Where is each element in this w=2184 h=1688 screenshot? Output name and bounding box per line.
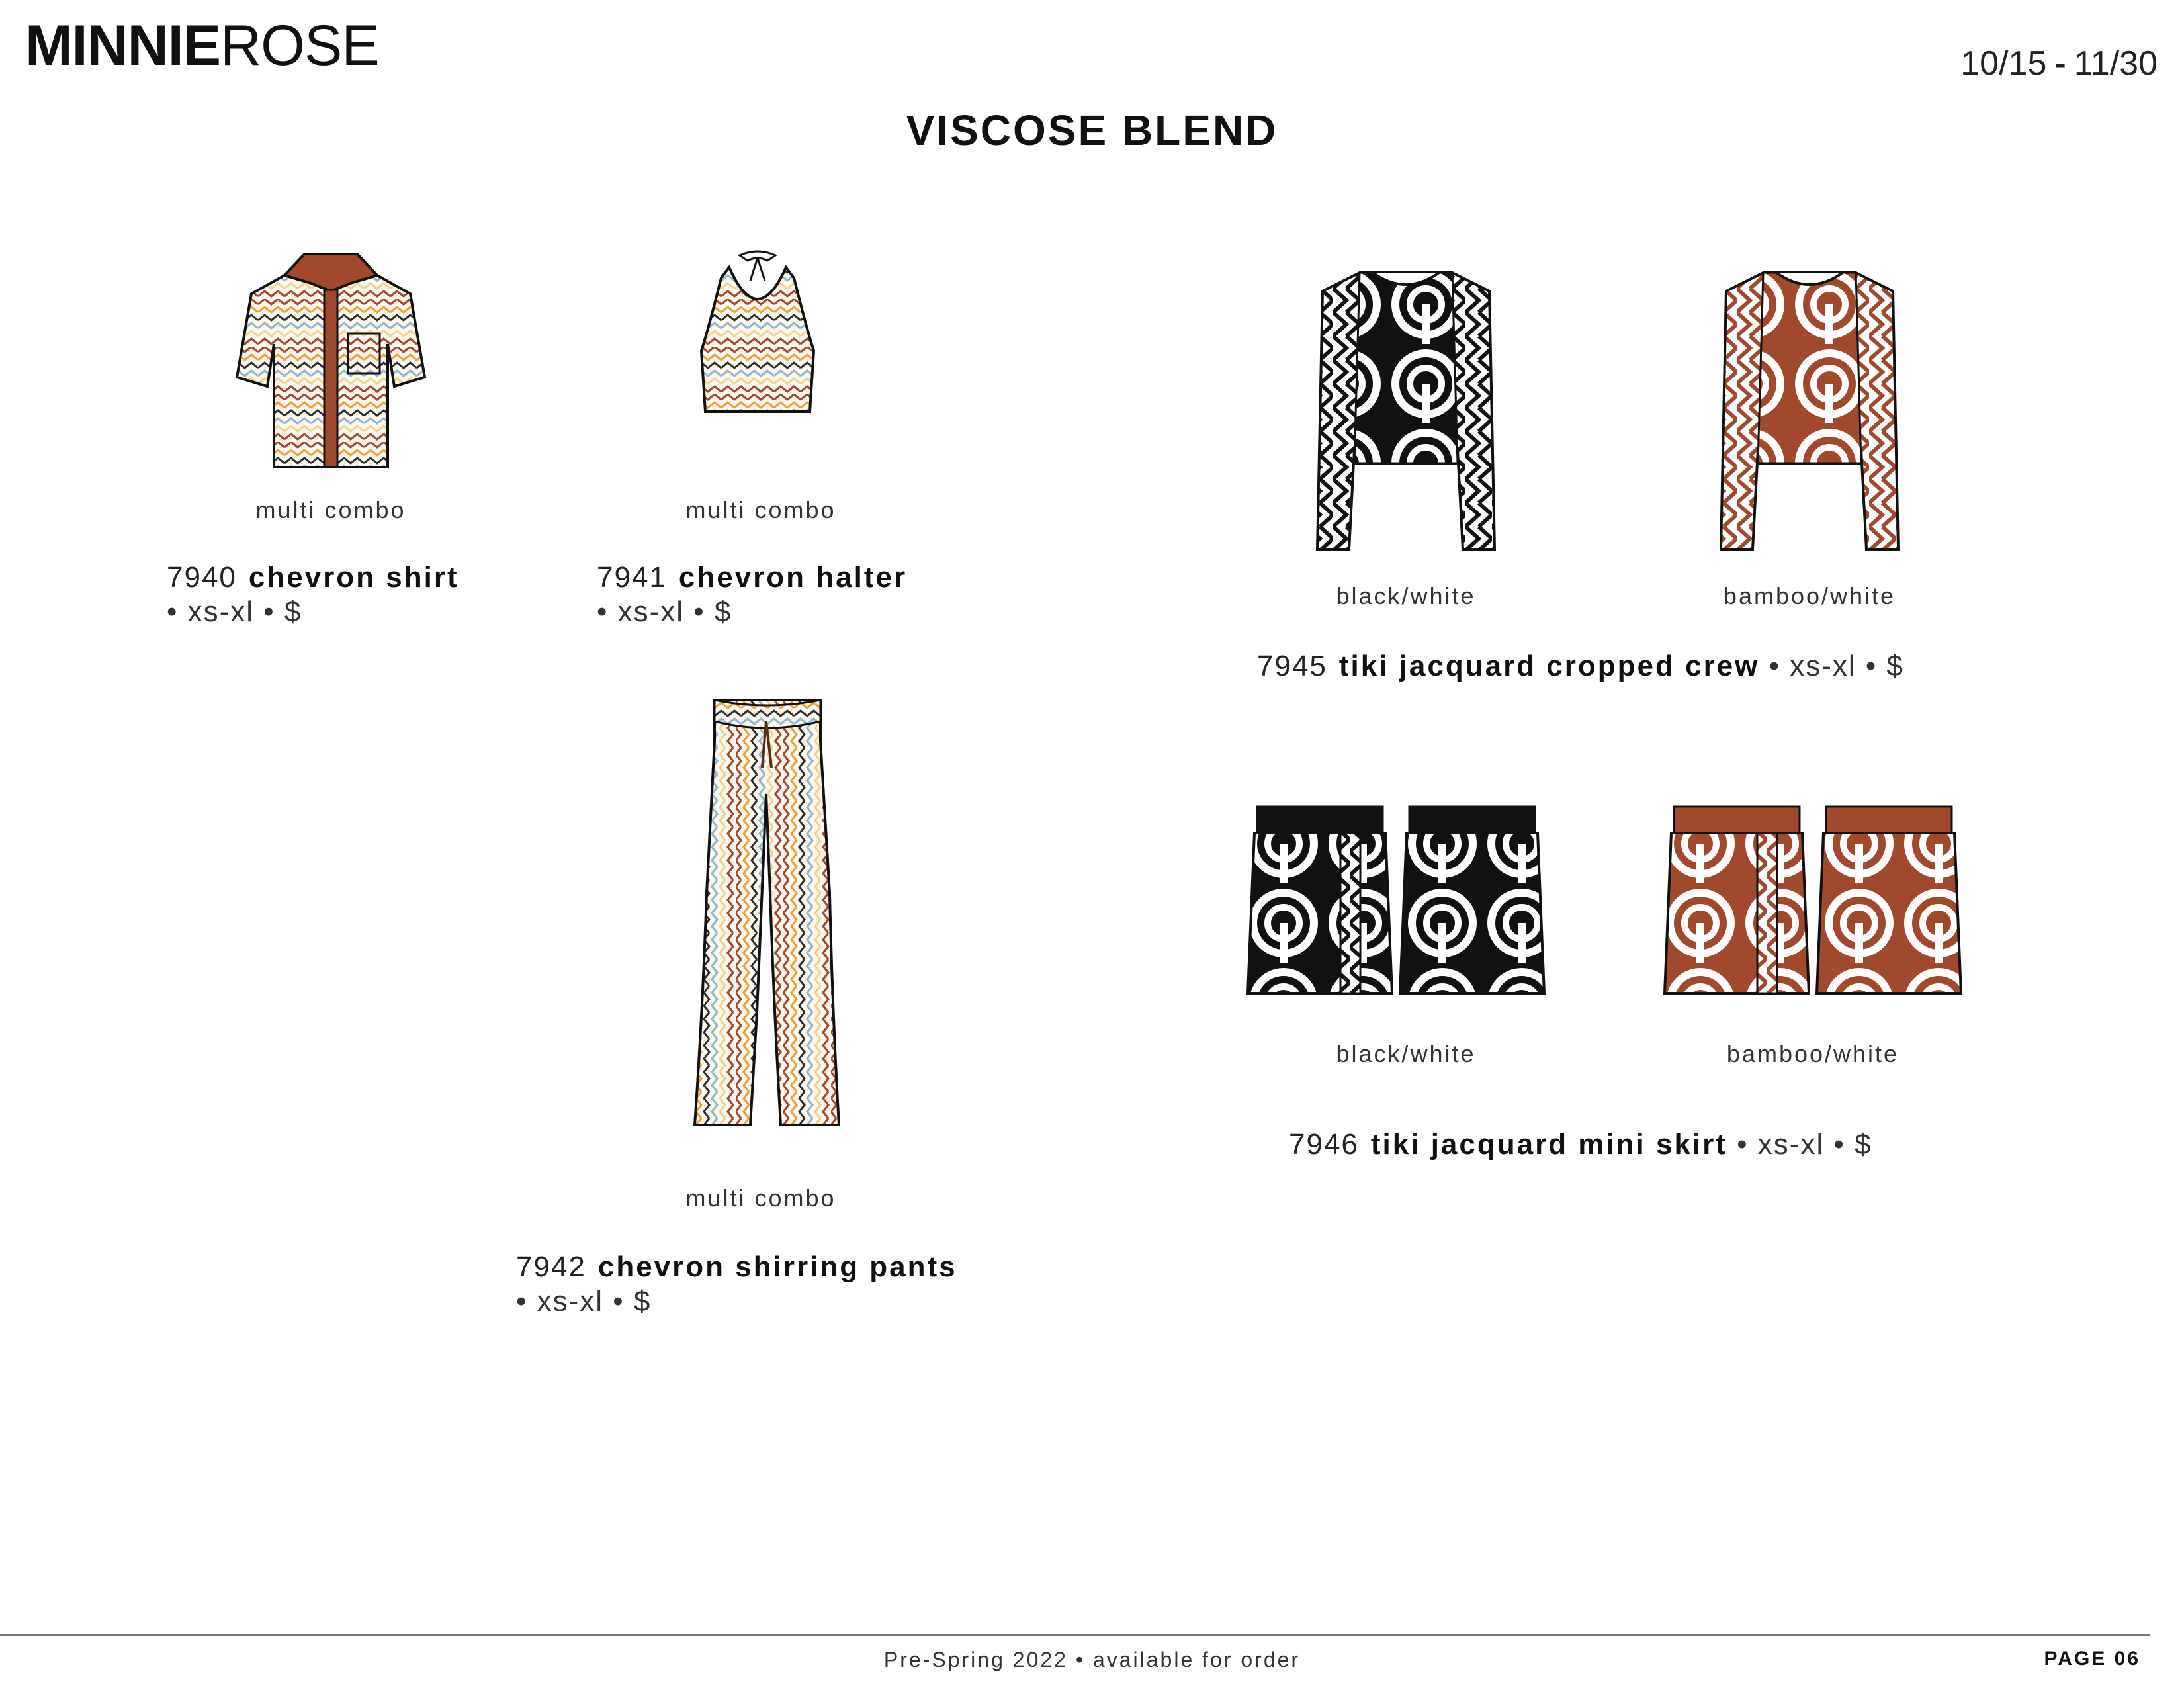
style-line-7945: [1257, 650, 1904, 683]
tiki-skirt-bamboo-sketch: [1661, 804, 1965, 996]
style-number: 7945: [1257, 650, 1327, 682]
size-price: • xs-xl • $: [1737, 1128, 1872, 1161]
page-title: VISCOSE BLEND: [906, 107, 1278, 154]
delivery-window: [1960, 44, 2158, 83]
brand-name-bold: MINNIE: [25, 14, 220, 77]
brand-logo: [25, 14, 379, 77]
style-line-7946: [1289, 1128, 1872, 1161]
style-line-7940: [167, 561, 459, 594]
size-price: • xs-xl • $: [516, 1285, 652, 1317]
style-name: chevron shirring pants: [597, 1251, 957, 1283]
style-name: tiki jacquard cropped crew: [1338, 650, 1760, 682]
tiki-skirt-black-sketch: [1244, 804, 1548, 996]
colorway-label: multi combo: [685, 496, 836, 523]
style-number: 7940: [167, 561, 237, 594]
colorway-label: bamboo/white: [1726, 1040, 1900, 1067]
chevron-shirt-sketch: [232, 251, 430, 470]
style-number: 7946: [1289, 1128, 1359, 1161]
date-start: 10/15: [1960, 44, 2047, 83]
chevron-pants-sketch: [688, 695, 847, 1132]
footer-text: Pre-Spring 2022 • available for order: [883, 1648, 1301, 1671]
style-line-7942: [516, 1251, 957, 1284]
tiki-crew-black-sketch: [1307, 265, 1505, 556]
colorway-label: black/white: [1336, 582, 1476, 609]
size-price: • xs-xl • $: [597, 596, 732, 628]
colorway-label: multi combo: [685, 1184, 836, 1212]
style-line-7941: [597, 561, 907, 594]
date-separator: -: [2054, 44, 2066, 83]
style-name: chevron halter: [678, 561, 908, 594]
brand-name-light: ROSE: [220, 14, 379, 77]
footer-divider: [0, 1634, 2150, 1636]
colorway-label: multi combo: [255, 496, 406, 523]
page-number: PAGE 06: [2044, 1648, 2140, 1669]
size-price: • xs-xl • $: [167, 596, 302, 628]
style-name: tiki jacquard mini skirt: [1370, 1128, 1727, 1161]
date-end: 11/30: [2074, 44, 2158, 83]
tiki-crew-bamboo-sketch: [1710, 265, 1909, 556]
colorway-label: black/white: [1336, 1040, 1476, 1067]
style-number: 7942: [516, 1251, 586, 1283]
style-name: chevron shirt: [248, 561, 459, 594]
size-price: • xs-xl • $: [1769, 650, 1905, 682]
chevron-halter-sketch: [695, 251, 820, 417]
colorway-label: bamboo/white: [1723, 582, 1896, 609]
style-number: 7941: [597, 561, 667, 594]
